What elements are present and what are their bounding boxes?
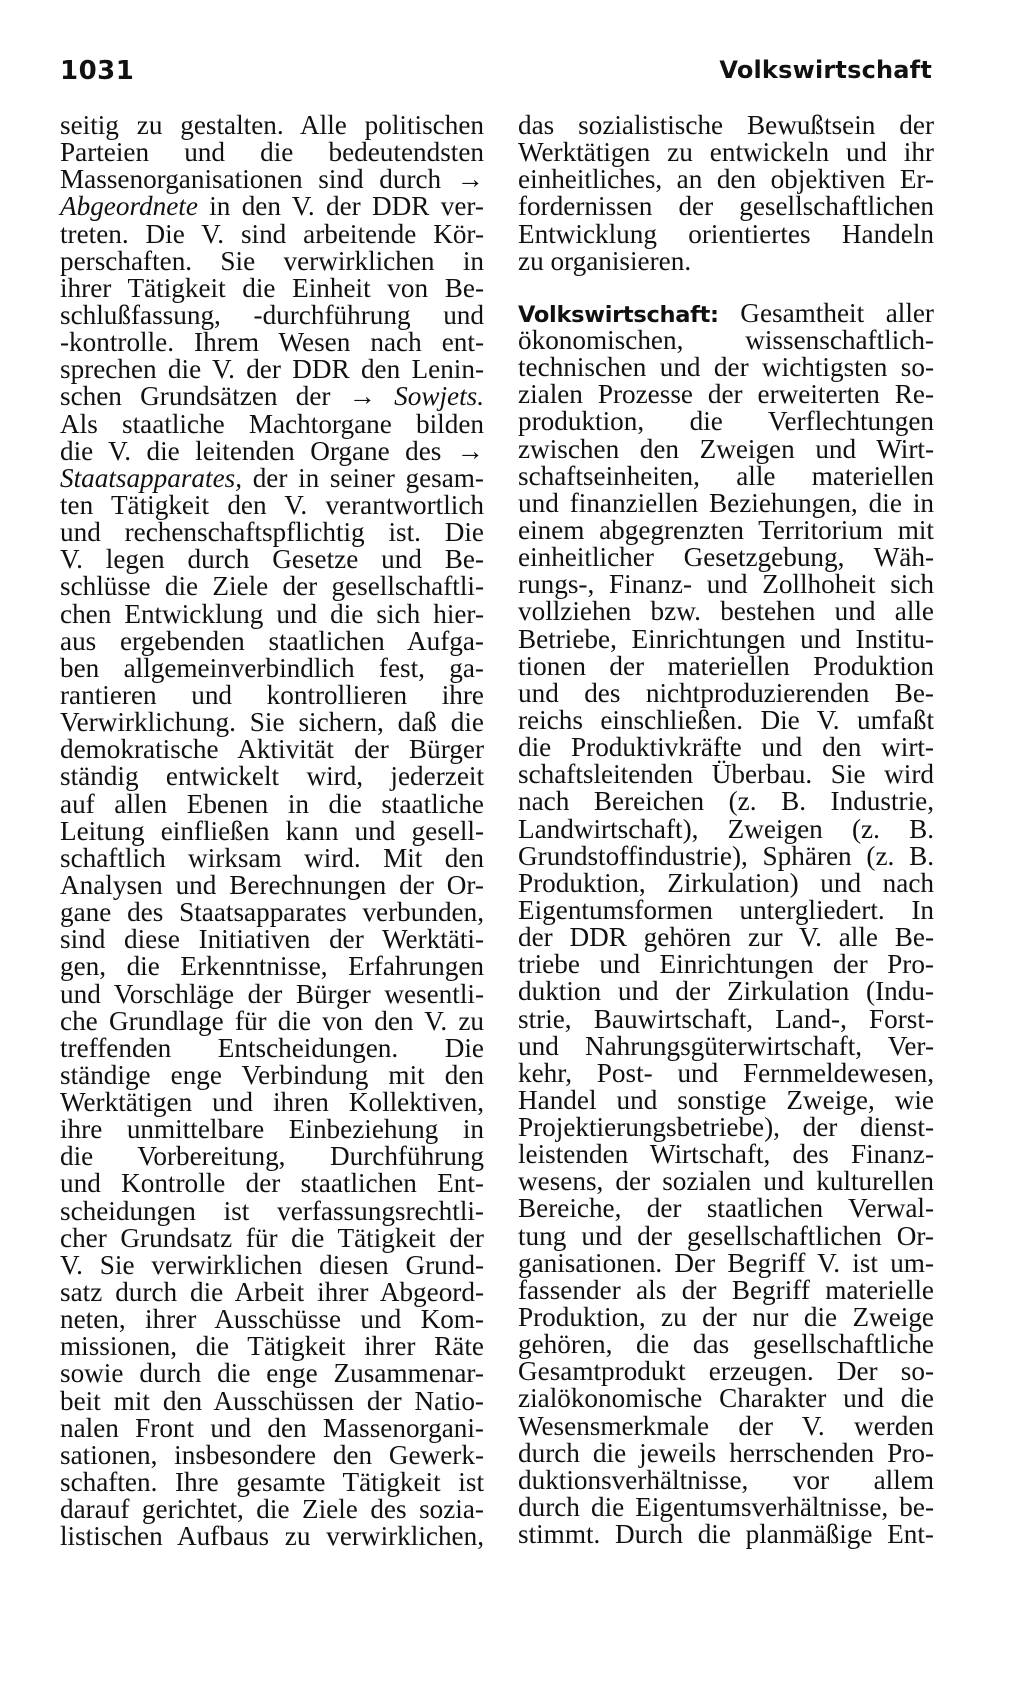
text-line: [60, 245, 484, 276]
text-segment: listischen Aufbaus zu verwirklichen,: [60, 1521, 484, 1552]
text-segment: schaften. Ihre gesamte Tätigkeit ist: [60, 1467, 484, 1498]
text-line: [518, 1195, 934, 1222]
text-segment: Verwirklichung. Sie sichern, daß die: [60, 707, 484, 738]
text-segment: schaftsleitenden Überbau. Sie wird: [518, 759, 934, 790]
text-line: [518, 433, 934, 464]
text-line: [60, 218, 484, 249]
text-segment: zialen Prozesse der erweiterten Re-: [518, 379, 934, 410]
text-segment: V. legen durch Gesetze und Be-: [60, 544, 484, 575]
text-segment: Betriebe, Einrichtungen und Institu-: [518, 623, 934, 654]
text-line: [518, 894, 934, 925]
text-line: [518, 867, 934, 898]
text-line: [60, 408, 484, 439]
text-segment: demokratische Aktivität der Bürger: [60, 734, 484, 765]
text-segment: rantieren und kontrollieren ihre: [60, 679, 484, 710]
text-segment: und finanziellen Beziehungen, die in: [518, 487, 934, 518]
text-segment: ökonomischen, wissenschaftlich-: [518, 324, 934, 355]
text-segment: Handel und sonstige Zweige, wie: [518, 1084, 934, 1115]
text-line: [518, 166, 934, 193]
text-segment: vollziehen bzw. bestehen und alle: [518, 596, 934, 627]
text-segment: Parteien und die bedeutendsten: [60, 137, 484, 168]
text-line: [60, 435, 484, 466]
text-line: [60, 1059, 484, 1090]
text-line: [518, 924, 934, 951]
text-segment: nach Bereichen (z. B. Industrie,: [518, 786, 934, 817]
text-segment: produktion, die Verflechtungen: [518, 406, 934, 437]
text-line: [60, 1249, 484, 1280]
text-line: [518, 408, 934, 435]
text-segment: leistenden Wirtschaft, des Finanz-: [518, 1139, 934, 1170]
text-line: [60, 139, 484, 166]
text-line: [518, 1464, 934, 1495]
text-segment: gane des Staatsapparates verbunden,: [60, 897, 484, 928]
text-segment: sationen, insbesondere den Gewerk-: [60, 1439, 484, 1470]
text-segment: tionen der materiellen Produktion: [518, 650, 934, 681]
text-segment: tung und der gesellschaftlichen Or-: [518, 1220, 934, 1251]
text-segment: gen, die Erkenntnisse, Erfahrungen: [60, 951, 484, 982]
text-line: [60, 573, 484, 600]
text-line: [518, 813, 934, 844]
text-line: [518, 1494, 934, 1521]
text-line: [518, 487, 934, 518]
text-segment: darauf gerichtet, die Ziele des sozia-: [60, 1494, 484, 1525]
text-line: [60, 272, 484, 303]
text-line: [518, 1141, 934, 1168]
text-line: [60, 462, 484, 493]
text-segment: in den V. der DDR ver-: [197, 191, 484, 222]
text-line: [518, 734, 934, 761]
text-segment: rungs-, Finanz- und Zollhoheit sich: [518, 569, 934, 600]
running-head: Volkswirtschaft: [719, 56, 932, 84]
text-line: [60, 899, 484, 926]
text-line: [518, 677, 934, 708]
text-segment: neten, ihrer Ausschüsse und Kom-: [60, 1304, 484, 1335]
text-segment: Analysen und Berechnungen der Or-: [60, 869, 484, 900]
text-line: [518, 1410, 934, 1441]
text-line: [60, 1032, 484, 1063]
text-line: [518, 381, 934, 408]
text-segment: schen Grundsätzen der →: [60, 381, 395, 412]
text-line: [518, 354, 934, 381]
entry-headword: Volkswirtschaft:: [518, 301, 719, 328]
text-line: [60, 1523, 484, 1550]
text-line: [518, 1274, 934, 1305]
text-segment: duktion und der Zirkulation (Indu-: [518, 976, 934, 1007]
text-line: [60, 953, 484, 980]
text-line: [60, 815, 484, 846]
text-line: [518, 598, 934, 625]
text-line: [60, 1116, 484, 1143]
text-segment: ihrer Tätigkeit die Einheit von Be-: [60, 272, 484, 303]
text-segment: schlußfassung, -durchführung und: [60, 299, 484, 330]
text-line: [518, 514, 934, 545]
text-line: [518, 139, 934, 166]
text-line: [518, 112, 934, 139]
text-segment: technischen und der wichtigsten so-: [518, 352, 934, 383]
text-line: [60, 329, 484, 356]
text-segment: die Vorbereitung, Durchführung: [60, 1141, 484, 1172]
text-segment: durch die jeweils herrschenden Pro-: [518, 1437, 934, 1468]
text-segment: und Vorschläge der Bürger wesentli-: [60, 978, 484, 1009]
text-segment: sind diese Initiativen der Werktäti-: [60, 924, 484, 955]
text-segment: triebe und Einrichtungen der Pro-: [518, 949, 934, 980]
text-line: [60, 763, 484, 790]
text-line: [60, 679, 484, 710]
text-line: [60, 1333, 484, 1360]
text-line: [60, 1089, 484, 1116]
text-line: [60, 519, 484, 546]
text-segment: aus ergebenden staatlichen Aufga-: [60, 625, 484, 656]
right-column: [518, 112, 934, 1548]
text-line: [518, 218, 934, 249]
text-line: [60, 736, 484, 763]
text-segment: scheidungen ist verfassungsrechtli-: [60, 1195, 484, 1226]
text-line: [60, 1279, 484, 1306]
text-line: [60, 1496, 484, 1523]
text-segment: auf allen Ebenen in die staatliche: [60, 788, 484, 819]
text-line: [60, 166, 484, 193]
text-segment: und des nichtproduzierenden Be-: [518, 677, 934, 708]
text-line: [60, 112, 484, 139]
text-line: [518, 1437, 934, 1468]
text-line: [60, 1469, 484, 1496]
cross-reference: Abgeordnete: [60, 191, 198, 222]
text-segment: Werktätigen zu entwickeln und ihr: [518, 137, 934, 168]
text-segment: Produktion, Zirkulation) und nach: [518, 867, 934, 898]
text-line: [60, 709, 484, 736]
text-segment: ten Tätigkeit den V. verantwortlich: [60, 489, 484, 520]
text-segment: strie, Bauwirtschaft, Land-, Forst-: [518, 1003, 934, 1034]
text-line: [60, 1360, 484, 1387]
text-line: [60, 1222, 484, 1253]
text-segment: schaftseinheiten, alle materiellen: [518, 460, 934, 491]
text-segment: nalen Front und den Massenorgani-: [60, 1412, 484, 1443]
text-segment: che Grundlage für die von den V. zu: [60, 1005, 484, 1036]
text-segment: ständige enge Verbindung mit den: [60, 1059, 484, 1090]
text-segment: treffenden Entscheidungen. Die: [60, 1032, 484, 1063]
text-segment: cher Grundsatz für die Tätigkeit der: [60, 1222, 484, 1253]
text-segment: einheitlicher Gesetzgebung, Wäh-: [518, 542, 934, 573]
text-segment: perschaften. Sie verwirklichen in: [60, 245, 484, 276]
text-segment: stimmt. Durch die planmäßige Ent-: [518, 1519, 934, 1550]
text-segment: kehr, Post- und Fernmeldewesen,: [518, 1057, 934, 1088]
text-line: [518, 951, 934, 978]
text-line: [60, 546, 484, 573]
text-segment: gehören, die das gesellschaftliche: [518, 1329, 934, 1360]
text-line: [518, 1247, 934, 1278]
text-segment: ben allgemeinverbindlich fest, ga-: [60, 652, 484, 683]
text-line: [60, 1439, 484, 1470]
text-segment: und rechenschaftspflichtig ist. Die: [60, 517, 484, 548]
text-line: [60, 788, 484, 819]
text-line: [60, 1170, 484, 1197]
text-segment: der in seiner gesam-: [242, 462, 484, 493]
text-line: [60, 625, 484, 656]
text-segment: Bereiche, der staatlichen Verwal-: [518, 1193, 934, 1224]
text-line: [60, 1143, 484, 1170]
text-line: [60, 978, 484, 1009]
text-line: [60, 1385, 484, 1416]
text-segment: sowie durch die enge Zusammenar-: [60, 1358, 484, 1389]
text-segment: missionen, die Tätigkeit ihrer Räte: [60, 1331, 484, 1362]
text-segment: fassender als der Begriff materielle: [518, 1274, 934, 1305]
text-segment: Landwirtschaft), Zweigen (z. B.: [518, 813, 934, 844]
text-line: [518, 1114, 934, 1141]
text-segment: Produktion, zu der nur die Zweige: [518, 1302, 934, 1333]
text-segment: und Nahrungsgüterwirtschaft, Ver-: [518, 1030, 934, 1061]
text-line: [518, 623, 934, 654]
text-line: [518, 460, 934, 491]
text-line: [518, 1358, 934, 1385]
left-column: [60, 112, 484, 1550]
text-segment: Leitung einfließen kann und gesell-: [60, 815, 484, 846]
text-line: [518, 1168, 934, 1195]
text-line: [60, 1005, 484, 1036]
text-segment: fordernissen der gesellschaftlichen: [518, 191, 934, 222]
text-segment: Entwicklung orientiertes Handeln: [518, 218, 934, 249]
text-line: [518, 840, 934, 871]
text-segment: wesens, der sozialen und kulturellen: [518, 1166, 934, 1197]
text-line: [518, 544, 934, 571]
text-segment: Als staatliche Machtorgane bilden: [60, 408, 484, 439]
paragraph-gap: [518, 275, 934, 300]
text-line: [518, 1003, 934, 1034]
cross-reference: Staatsapparates,: [60, 462, 243, 493]
text-segment: Gesamtheit aller: [718, 297, 934, 328]
text-segment: Gesamtprodukt erzeugen. Der so-: [518, 1356, 934, 1387]
text-line: [60, 926, 484, 953]
text-line: [518, 1385, 934, 1412]
text-segment: Projektierungsbetriebe), der dienst-: [518, 1112, 934, 1143]
text-line: [518, 1331, 934, 1358]
text-line: [518, 1030, 934, 1061]
text-segment: satz durch die Arbeit ihrer Abgeord-: [60, 1277, 484, 1308]
text-line: [60, 869, 484, 900]
text-line: [518, 245, 934, 276]
text-segment: die Produktivkräfte und den wirt-: [518, 732, 934, 763]
text-line: [60, 299, 484, 330]
text-segment: Wesensmerkmale der V. werden: [518, 1410, 934, 1441]
text-line: [60, 652, 484, 683]
text-segment: zu organisieren.: [518, 245, 692, 276]
text-segment: V. Sie verwirklichen diesen Grund-: [60, 1249, 484, 1280]
text-segment: ständig entwickelt wird, jederzeit: [60, 761, 484, 792]
text-line: [60, 1412, 484, 1443]
text-segment: beit mit den Ausschüssen der Natio-: [60, 1385, 484, 1416]
text-segment: chen Entwicklung und die sich hier-: [60, 598, 484, 629]
text-line: [518, 761, 934, 788]
text-segment: einem abgegrenzten Territorium mit: [518, 514, 934, 545]
text-line: [60, 356, 484, 383]
text-segment: Werktätigen und ihren Kollektiven,: [60, 1087, 484, 1118]
text-segment: das sozialistische Bewußtsein der: [518, 110, 934, 140]
text-line: [518, 704, 934, 735]
text-segment: seitig zu gestalten. Alle politischen: [60, 110, 484, 140]
text-segment: Eigentumsformen untergliedert. In: [518, 894, 934, 925]
text-segment: -kontrolle. Ihrem Wesen nach ent-: [60, 327, 484, 358]
text-line: [60, 1306, 484, 1333]
text-segment: treten. Die V. sind arbeitende Kör-: [60, 218, 484, 249]
text-line: [518, 193, 934, 220]
text-segment: sprechen die V. der DDR den Lenin-: [60, 354, 484, 385]
text-segment: ganisationen. Der Begriff V. ist um-: [518, 1247, 934, 1278]
text-segment: die V. die leitenden Organe des →: [60, 435, 484, 466]
page-number: 1031: [60, 56, 135, 86]
text-line: [60, 193, 484, 220]
text-line: [518, 788, 934, 815]
text-line: [518, 571, 934, 598]
text-segment: schlüsse die Ziele der gesellschaftli-: [60, 571, 484, 602]
text-segment: Massenorganisationen sind durch →: [60, 164, 484, 195]
text-segment: reichs einschließen. Die V. umfaßt: [518, 704, 934, 735]
text-line: [60, 598, 484, 629]
page-header: [0, 0, 1024, 100]
text-segment: ihre unmittelbare Einbeziehung in: [60, 1114, 484, 1145]
text-segment: Grundstoffindustrie), Sphären (z. B.: [518, 840, 934, 871]
text-line: [60, 842, 484, 873]
text-line: [518, 650, 934, 681]
cross-reference: Sowjets.: [394, 381, 484, 412]
text-segment: durch die Eigentumsverhältnisse, be-: [518, 1492, 934, 1523]
text-segment: zwischen den Zweigen und Wirt-: [518, 433, 934, 464]
text-line: [518, 1057, 934, 1088]
text-line: [518, 1084, 934, 1115]
text-segment: der DDR gehören zur V. alle Be-: [518, 922, 934, 953]
text-segment: einheitliches, an den objektiven Er-: [518, 164, 934, 195]
text-segment: zialökonomische Charakter und die: [518, 1383, 934, 1414]
text-segment: schaftlich wirksam wird. Mit den: [60, 842, 484, 873]
text-line: [60, 489, 484, 520]
text-line: [518, 978, 934, 1005]
text-line: [518, 1521, 934, 1548]
text-line: [518, 297, 934, 328]
text-segment: und Kontrolle der staatlichen Ent-: [60, 1168, 484, 1199]
text-line: [60, 1195, 484, 1226]
text-segment: duktionsverhältnisse, vor allem: [518, 1464, 934, 1495]
text-line: [518, 324, 934, 355]
text-line: [60, 383, 484, 410]
text-line: [518, 1304, 934, 1331]
text-line: [518, 1220, 934, 1251]
